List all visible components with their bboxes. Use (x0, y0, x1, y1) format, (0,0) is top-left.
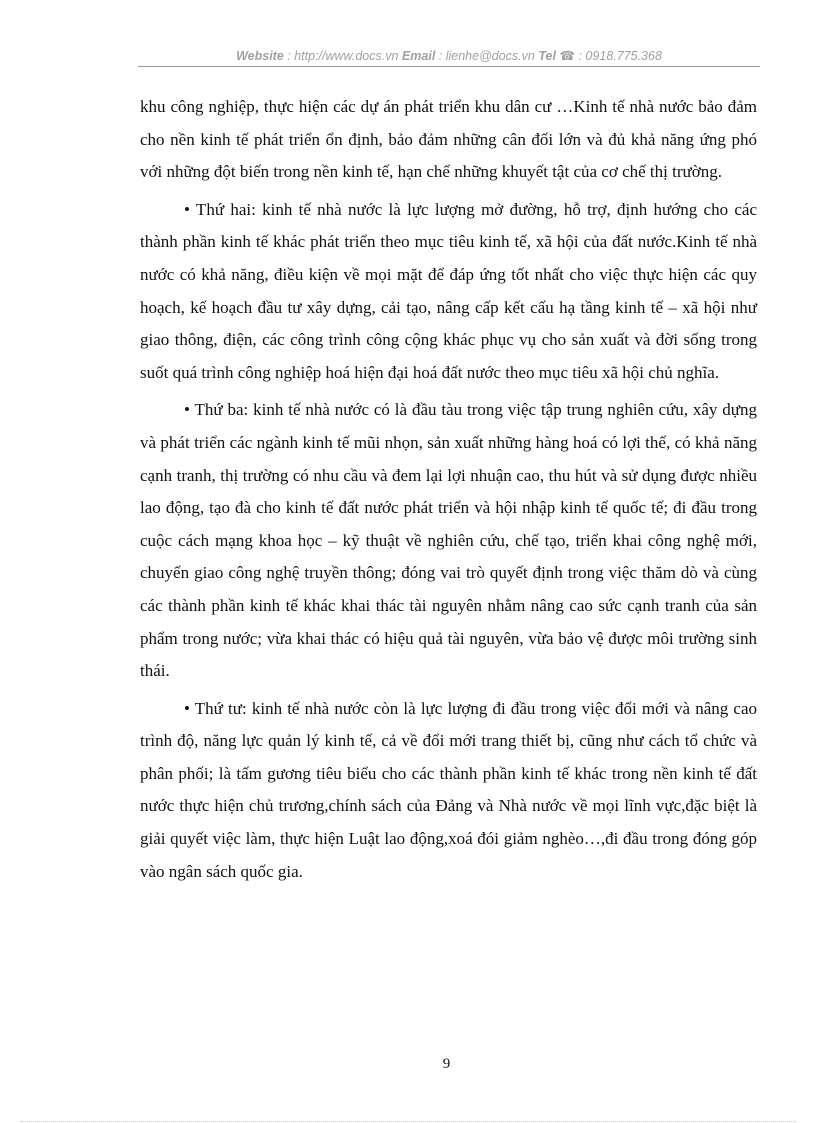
tel-value: ☎ : 0918.775.368 (559, 49, 662, 63)
page-header (138, 48, 760, 63)
email-label: Email (401, 49, 436, 63)
header-divider (138, 66, 760, 67)
footer-divider (20, 1121, 796, 1122)
paragraph-3: • Thứ ba: kinh tế nhà nước có là đầu tàu trong việc tập trung nghiên cứu, xây dựng và phát triển các ngành kinh tế mũi nhọn, sản xuất những hàng hoá có lợi thế, có khả năng cạnh tranh, thị trường có nhu cầu và đem lại lợi nhuận cao, thu hút và sử dụng được nhiều lao động, tạo đà cho kinh tế đất nước phát triển và hội nhập kinh tế quốc tế; đi đầu trong cuộc cách mạng khoa học – kỹ thuật về nghiên cứu, chế tạo, triển khai công nghệ mới, chuyển giao công nghệ truyền thông; đóng vai trò quyết định trong việc thăm dò và cùng các thành phần kinh tế khác khai thác tài nguyên nhằm nâng cao sức cạnh tranh của sản phẩm trong nước; vừa khai thác có hiệu quả tài nguyên, vừa bảo vệ được môi trường sinh thái. (140, 400, 757, 681)
paragraph-4: • Thứ tư: kinh tế nhà nước còn là lực lượng đi đầu trong việc đổi mới và nâng cao trình độ, năng lực quản lý kinh tế, cả về đổi mới trang thiết bị, cũng như cách tổ chức và phân phối; là tấm gương tiêu biểu cho các thành phần kinh tế khác trong nền kinh tế đất nước thực hiện chủ trương,chính sách của Đảng và Nhà nước về mọi lĩnh vực,đặc biệt là giải quyết việc làm, thực hiện Luật lao động,xoá đói giảm nghèo…,đi đầu trong đóng góp vào ngân sách quốc gia. (140, 698, 757, 881)
website-label: Website (236, 49, 284, 63)
tel-label: Tel (538, 49, 556, 63)
document-body (140, 91, 757, 893)
page-number: 9 (442, 1056, 451, 1072)
website-value[interactable]: : http://www.docs.vn (287, 49, 399, 63)
email-value[interactable]: : lienhe@docs.vn (438, 49, 535, 63)
paragraph-2: • Thứ hai: kinh tế nhà nước là lực lượng mở đường, hỗ trợ, định hướng cho các thành phần kinh tế khác phát triển theo mục tiêu kinh tế, xã hội của đất nước.Kinh tế nhà nước có khả năng, điều kiện về mọi mặt để đáp ứng tốt nhất cho việc thực hiện các quy hoạch, kế hoạch đầu tư xây dựng, cải tạo, nâng cấp kết cấu hạ tầng kinh tế – xã hội như giao thông, điện, các công trình công cộng khác phục vụ cho sản xuất và đời sống trong suốt quá trình công nghiệp hoá hiện đại hoá đất nước theo mục tiêu xã hội chủ nghĩa. (140, 199, 757, 382)
paragraph-1: khu công nghiệp, thực hiện các dự án phát triển khu dân cư …Kinh tế nhà nước bảo đảm cho nền kinh tế phát triển ổn định, bảo đảm những cân đối lớn và đủ khả năng ứng phó với những đột biến trong nền kinh tế, hạn chế những khuyết tật của cơ chế thị trường. (140, 97, 757, 182)
